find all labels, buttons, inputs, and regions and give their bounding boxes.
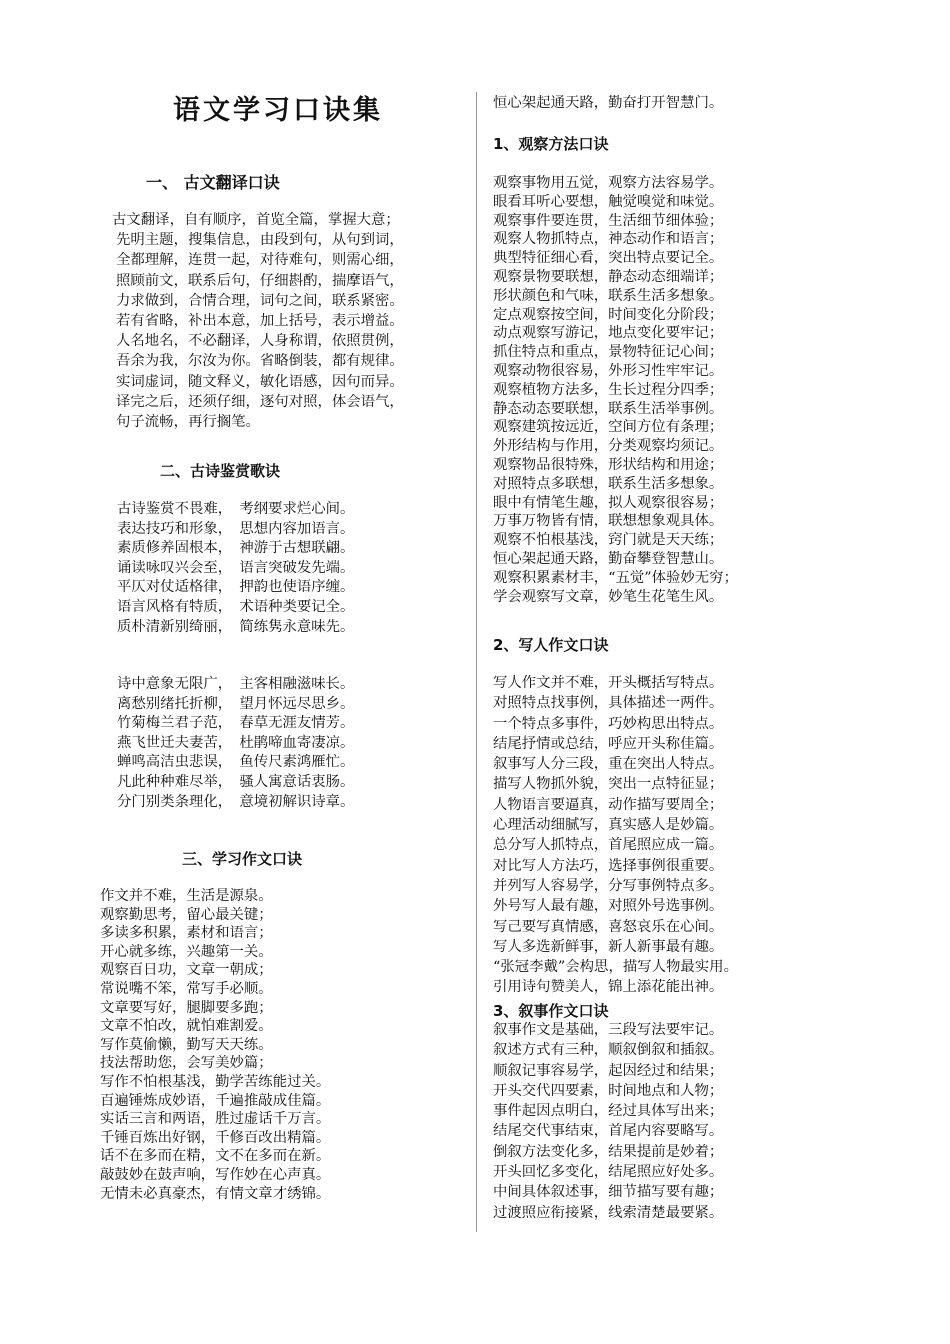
list-item: 千锤百炼出好钢，千修百改出精篇。 bbox=[100, 1129, 331, 1146]
list-item: 照顾前文，联系后句，仔细斟酌，揣摩语气， bbox=[116, 272, 404, 289]
list-item: 对照特点多联想，联系生活多想象。 bbox=[493, 475, 724, 492]
list-item: 蝉鸣高洁虫悲误， 鱼传尺素鸿雁忙。 bbox=[117, 754, 355, 771]
list-item: 结尾抒情或总结，呼应开头称佳篇。 bbox=[493, 735, 724, 752]
list-item: 心理活动细腻写，真实感人是妙篇。 bbox=[493, 817, 724, 834]
list-item: 语言风格有特质， 术语种类要记全。 bbox=[117, 598, 355, 615]
list-item: 总分写人抓特点，首尾照应成一篇。 bbox=[493, 837, 724, 854]
list-item: 倒叙方法变化多，结果提前是妙着； bbox=[493, 1143, 724, 1160]
narrative-writing-list bbox=[493, 1020, 723, 1223]
list-item: 先明主题，搜集信息，由段到句，从句到词， bbox=[116, 232, 404, 249]
list-item: 外号写人最有趣，对照外号选事例。 bbox=[493, 898, 724, 915]
heading-narrative-writing: 3、叙事作文口诀 bbox=[493, 1002, 609, 1020]
observation-methods-list bbox=[493, 174, 738, 606]
list-item: 写人多选新鲜事，新人新事最有趣。 bbox=[493, 938, 724, 955]
list-item: “张冠李戴”会构思，描写人物最实用。 bbox=[493, 959, 738, 976]
classical-translation-list bbox=[112, 210, 404, 432]
list-item: 对照特点找事例，具体描述一两件。 bbox=[493, 695, 724, 712]
list-item: 吾余为我，尔汝为你。省略倒装，都有规律。 bbox=[116, 353, 404, 370]
heading-observation-methods: 1、观察方法口诀 bbox=[493, 135, 609, 153]
list-item: 叙事作文是基础，三段写法要牢记。 bbox=[493, 1022, 724, 1038]
list-item: 话不在多而在精，文不在多而在新。 bbox=[100, 1148, 331, 1165]
list-item: 句子流畅，再行搁笔。 bbox=[116, 413, 260, 430]
list-item: 形状颜色和气味，联系生活多想象。 bbox=[493, 287, 724, 304]
list-item: 实词虚词，随文释义，敏化语感，因句而异。 bbox=[116, 373, 404, 390]
list-item: 写作莫偷懒，勤写天天练。 bbox=[100, 1036, 273, 1053]
list-item: 观察景物要联想，静态动态细端详； bbox=[493, 268, 724, 285]
list-item: 百遍锤炼成妙语，千遍推敲成佳篇。 bbox=[100, 1092, 331, 1109]
list-item: 观察不怕根基浅，窍门就是天天练； bbox=[493, 532, 724, 549]
list-item: 观察动物很容易，外形习性牢牢记。 bbox=[493, 362, 724, 379]
list-item: 学会观察写文章，妙笔生花笔生风。 bbox=[493, 588, 724, 605]
list-item: 结尾交代事结束，首尾内容要略写。 bbox=[493, 1123, 724, 1140]
list-item: 典型特征细心看，突出特点要记全。 bbox=[493, 250, 724, 267]
list-item: 表达技巧和形象， 思想内容加语言。 bbox=[117, 520, 355, 537]
list-item: 诵读咏叹兴会至， 语言突破发先端。 bbox=[117, 559, 355, 576]
list-item: 全都理解，连贯一起，对待难句，则需心细， bbox=[116, 252, 404, 269]
ancient-poetry-stanza-2 bbox=[117, 675, 354, 812]
heading-character-writing: 2、写人作文口诀 bbox=[493, 636, 609, 654]
list-item: 一个特点多事件，巧妙构思出特点。 bbox=[493, 715, 724, 732]
list-item: 常说嘴不笨，常写手必顺。 bbox=[100, 980, 273, 997]
list-item: 古诗鉴赏不畏难， 考纲要求烂心间。 bbox=[117, 501, 355, 517]
list-item: 无情未必真豪杰，有情文章才绣锦。 bbox=[100, 1185, 331, 1202]
list-item: 文章不怕改，就怕难割爱。 bbox=[100, 1018, 273, 1035]
list-item: 观察勤思考，留心最关键； bbox=[100, 906, 273, 923]
list-item: 过渡照应衔接紧，线索清楚最要紧。 bbox=[493, 1204, 724, 1221]
list-item: 眼看耳听心要想，触觉嗅觉和味觉。 bbox=[493, 193, 724, 210]
list-item: 定点观察按空间，时间变化分阶段； bbox=[493, 306, 724, 323]
character-writing-list bbox=[493, 673, 738, 998]
list-item: 叙述方式有三种，顺叙倒叙和插叙。 bbox=[493, 1042, 724, 1059]
learning-composition-list bbox=[100, 887, 330, 1203]
list-item: 抓住特点和重点，景物特征记心间； bbox=[493, 344, 724, 361]
list-item: 描写人物抓外貌，突出一点特征显； bbox=[493, 776, 724, 793]
list-item: 作文并不难，生活是源泉。 bbox=[100, 888, 273, 904]
heading-learning-composition: 三、学习作文口诀 bbox=[182, 850, 303, 868]
list-item: 分门别类条理化， 意境初解识诗章。 bbox=[117, 793, 355, 810]
list-item: 文章要写好，腿脚要多跑； bbox=[100, 999, 273, 1016]
list-item: 观察积累素材丰，“五觉”体验妙无穷； bbox=[493, 569, 738, 586]
list-item: 引用诗句赞美人，锦上添花能出神。 bbox=[493, 979, 724, 996]
list-item: 人物语言要逼真，动作描写要周全； bbox=[493, 796, 724, 813]
list-item: 并列写人容易学，分写事例特点多。 bbox=[493, 877, 724, 894]
list-item: 叙事写人分三段，重在突出人特点。 bbox=[493, 756, 724, 773]
list-item: 万事万物皆有情，联想想象观具体。 bbox=[493, 513, 724, 530]
list-item: 事件起因点明白，经过具体写出来； bbox=[493, 1103, 724, 1120]
list-item: 对比写人方法巧，选择事例很重要。 bbox=[493, 857, 724, 874]
list-item: 写己要写真情感，喜怒哀乐在心间。 bbox=[493, 918, 724, 935]
list-item: 写人作文并不难，开头概括写特点。 bbox=[493, 675, 724, 691]
list-item: 多读多积累，素材和语言； bbox=[100, 925, 273, 942]
list-item: 古文翻译，自有顺序，首览全篇，掌握大意； bbox=[112, 212, 400, 228]
column-divider bbox=[476, 92, 477, 1232]
list-item: 写作不怕根基浅，勤学苦练能过关。 bbox=[100, 1073, 331, 1090]
list-item: 实话三言和两语，胜过虚话千万言。 bbox=[100, 1111, 331, 1128]
list-item: 竹菊梅兰君子范， 春草无涯友情芳。 bbox=[117, 715, 355, 732]
page-title: 语文学习口诀集 bbox=[173, 95, 383, 126]
list-item: 动点观察写游记，地点变化要牢记； bbox=[493, 325, 724, 342]
list-item: 平仄对仗适格律， 押韵也使语序缠。 bbox=[117, 579, 355, 596]
list-item: 译完之后，还须仔细，逐句对照，体会语气， bbox=[116, 393, 404, 410]
list-item: 燕飞世迁夫妻苦， 杜鹃啼血寄凄凉。 bbox=[117, 734, 355, 751]
heading-classical-translation: 一、 古文翻译口诀 bbox=[146, 173, 280, 192]
list-item: 素质修养固根本， 神游于古想联翩。 bbox=[117, 540, 355, 557]
list-item: 观察植物方法多，生长过程分四季； bbox=[493, 381, 724, 398]
list-item: 观察事件要连贯，生活细节细体验； bbox=[493, 212, 724, 229]
list-item: 观察物品很特殊，形状结构和用途； bbox=[493, 456, 724, 473]
heading-ancient-poetry: 二、古诗鉴赏歌诀 bbox=[160, 462, 281, 480]
list-item: 顺叙记事容易学，起因经过和结果； bbox=[493, 1062, 724, 1079]
list-item: 力求做到，合情合理，词句之间，联系紧密。 bbox=[116, 292, 404, 309]
list-item: 观察事物用五觉，观察方法容易学。 bbox=[493, 175, 724, 191]
list-item: 观察建筑按远近，空间方位有条理； bbox=[493, 419, 724, 436]
list-item: 离愁别绪托折柳， 望月怀远尽思乡。 bbox=[117, 695, 355, 712]
list-item: 敲鼓妙在鼓声响，写作妙在心声真。 bbox=[100, 1166, 331, 1183]
list-item: 人名地名，不必翻译，人身称谓，依照贯例， bbox=[116, 333, 404, 350]
ancient-poetry-stanza-1 bbox=[117, 500, 354, 637]
list-item: 外形结构与作用，分类观察均须记。 bbox=[493, 438, 724, 455]
list-item: 技法帮助您，会写美妙篇； bbox=[100, 1055, 273, 1072]
list-item: 中间具体叙述事，细节描写要有趣； bbox=[493, 1184, 724, 1201]
list-item: 恒心架起通天路，勤奋攀登智慧山。 bbox=[493, 550, 724, 567]
list-item: 诗中意象无限广， 主客相融滋味长。 bbox=[117, 676, 355, 692]
list-item: 若有省略，补出本意，加上括号，表示增益。 bbox=[116, 312, 404, 329]
intro-line: 恒心架起通天路，勤奋打开智慧门。 bbox=[493, 95, 724, 111]
list-item: 观察百日功，文章一朝成； bbox=[100, 962, 273, 979]
list-item: 凡此种种难尽举， 骚人寓意话衷肠。 bbox=[117, 773, 355, 790]
list-item: 质朴清新别绮丽， 简练隽永意味先。 bbox=[117, 618, 355, 635]
list-item: 静态动态要联想，联系生活举事例。 bbox=[493, 400, 724, 417]
list-item: 开心就多练，兴趣第一关。 bbox=[100, 943, 273, 960]
list-item: 开头交代四要素，时间地点和人物； bbox=[493, 1082, 724, 1099]
list-item: 开头回忆多变化，结尾照应好处多。 bbox=[493, 1164, 724, 1181]
list-item: 眼中有情笔生趣，拟人观察很容易； bbox=[493, 494, 724, 511]
list-item: 观察人物抓特点，神态动作和语言； bbox=[493, 231, 724, 248]
